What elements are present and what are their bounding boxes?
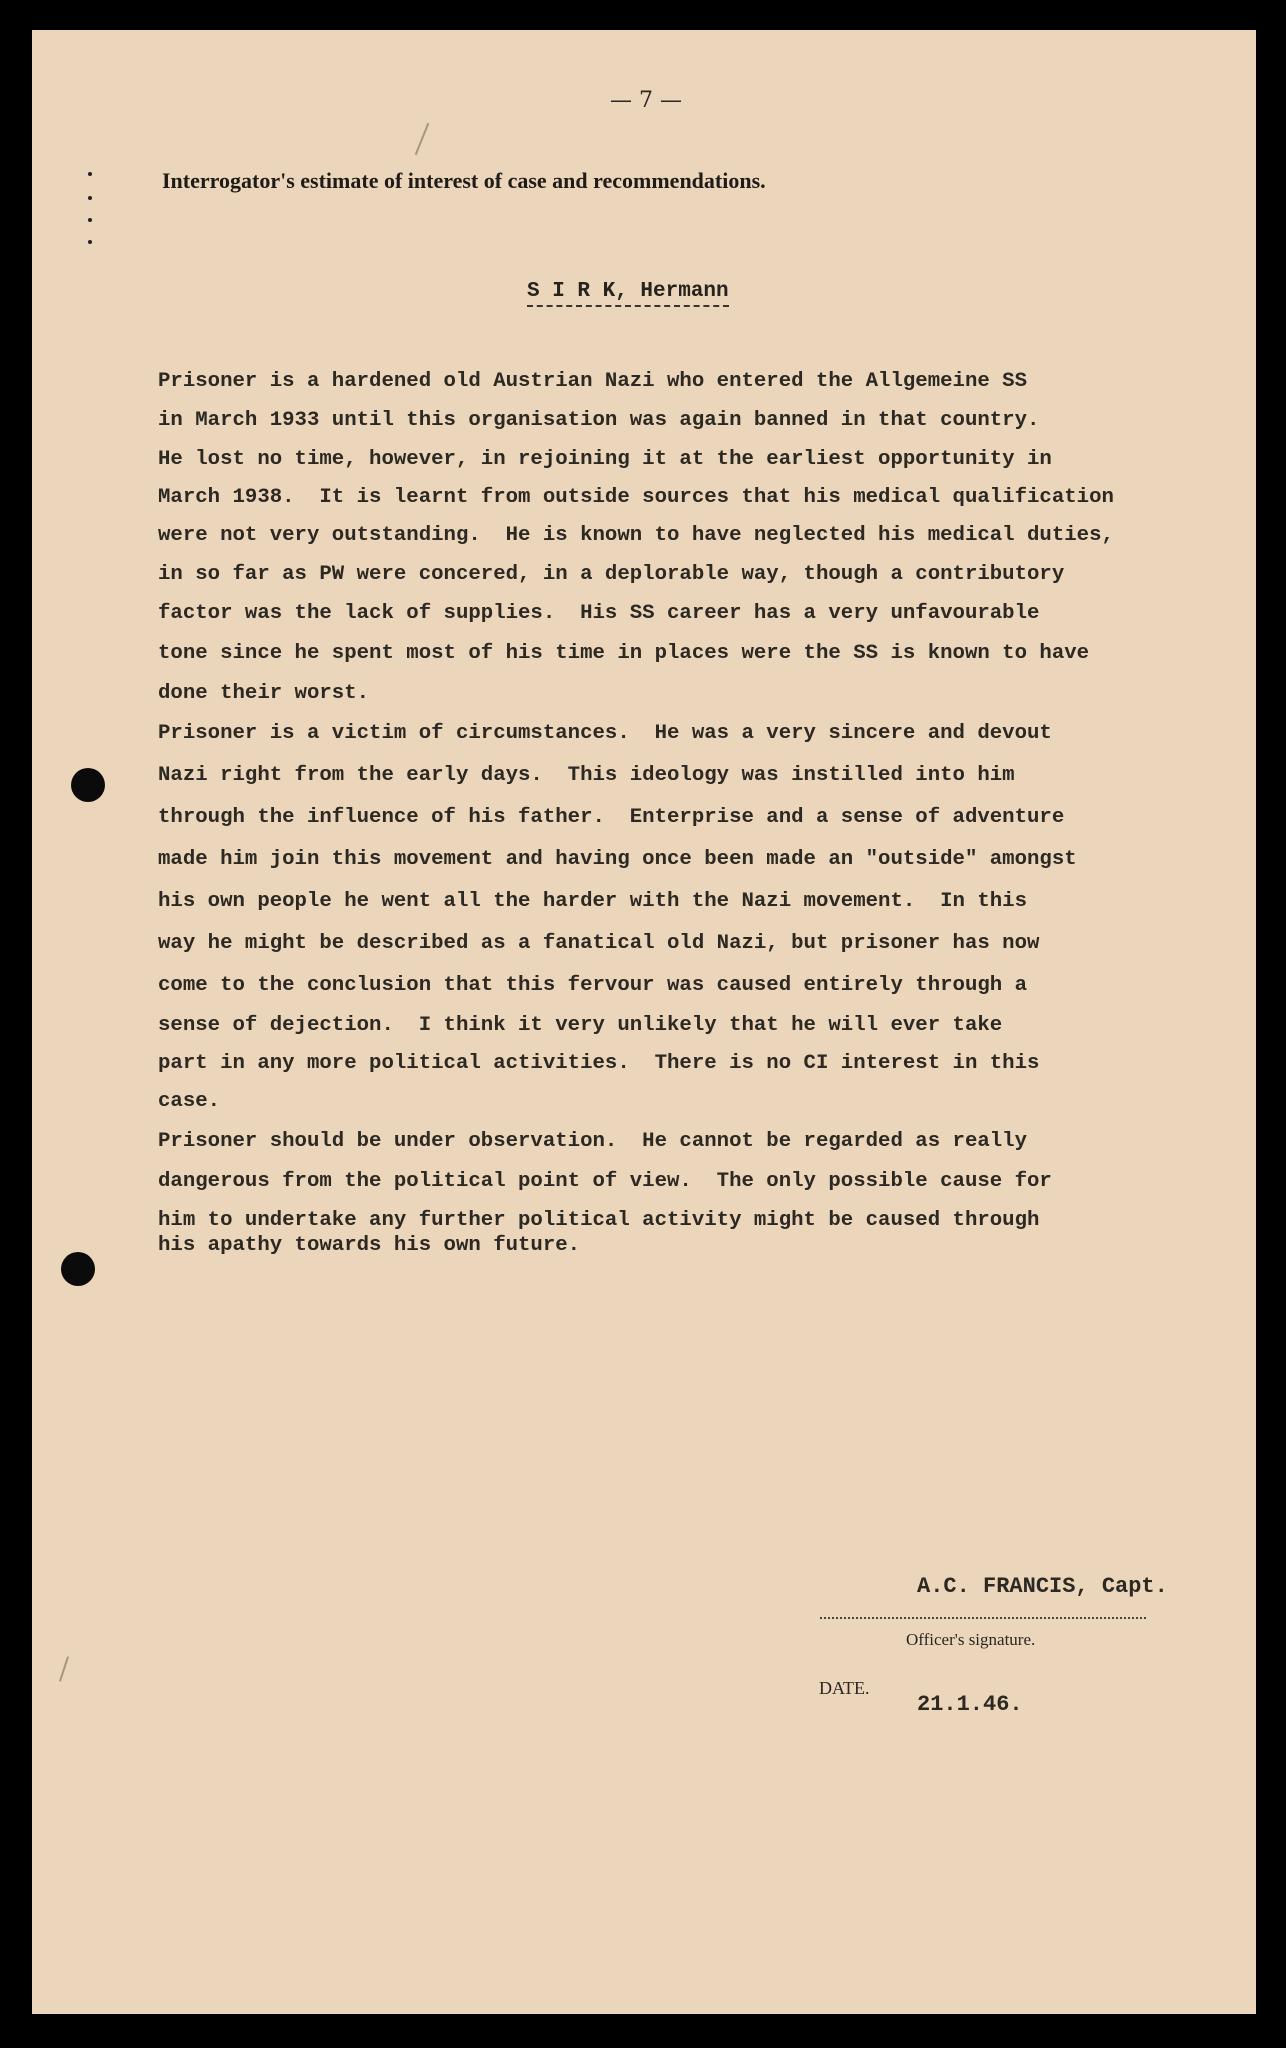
margin-dot: [88, 172, 92, 176]
officer-signature: A.C. FRANCIS, Capt.: [917, 1574, 1168, 1599]
section-heading: Interrogator's estimate of interest of case and recommendations.: [162, 168, 766, 193]
signature-line: [820, 1617, 1146, 1619]
body-line: through the influence of his father. Enterprise and a sense of adventure: [158, 806, 1065, 829]
date-label: DATE.: [819, 1678, 870, 1698]
body-line: were not very outstanding. He is known to have neglected his medical duties,: [158, 524, 1114, 547]
page-number: — 7 —: [610, 88, 682, 113]
body-line: done their worst.: [158, 682, 370, 705]
body-line: his own people he went all the harder with the Nazi movement. In this: [158, 890, 1028, 913]
body-line: tone since he spent most of his time in places were the SS is known to have: [158, 642, 1090, 665]
body-line: Prisoner is a hardened old Austrian Nazi who entered the Allgemeine SS: [158, 370, 1028, 393]
body-line: Nazi right from the early days. This ideology was instilled into him: [158, 764, 1015, 787]
body-line: factor was the lack of supplies. His SS career has a very unfavourable: [158, 602, 1040, 625]
body-line: him to undertake any further political activity might be caused through: [158, 1209, 1040, 1232]
body-line: Prisoner is a victim of circumstances. He was a very sincere and devout: [158, 722, 1052, 745]
subject-name: S I R K, Hermann: [527, 280, 729, 307]
body-line: made him join this movement and having once been made an "outside" amongst: [158, 848, 1077, 871]
body-line: March 1938. It is learnt from outside sources that his medical qualification: [158, 486, 1114, 509]
margin-dot: [88, 218, 92, 222]
body-line: part in any more political activities. There is no CI interest in this: [158, 1052, 1040, 1075]
body-line: in March 1933 until this organisation was again banned in that country.: [158, 409, 1040, 432]
body-line: sense of dejection. I think it very unlikely that he will ever take: [158, 1014, 1003, 1037]
punch-hole-upper: [71, 768, 105, 802]
margin-dot: [88, 196, 92, 200]
body-line: dangerous from the political point of view. The only possible cause for: [158, 1170, 1052, 1193]
body-line: He lost no time, however, in rejoining it at the earliest opportunity in: [158, 448, 1052, 471]
body-line: in so far as PW were concered, in a deplorable way, though a contributory: [158, 563, 1065, 586]
margin-dot: [88, 240, 92, 244]
body-line: way he might be described as a fanatical old Nazi, but prisoner has now: [158, 932, 1040, 955]
body-line: Prisoner should be under observation. He cannot be regarded as really: [158, 1130, 1028, 1153]
body-line: case.: [158, 1090, 221, 1113]
date-value: 21.1.46.: [917, 1692, 1023, 1717]
signature-caption: Officer's signature.: [906, 1630, 1036, 1649]
punch-hole-lower: [61, 1252, 95, 1286]
body-line: his apathy towards his own future.: [158, 1234, 581, 1257]
body-line: come to the conclusion that this fervour was caused entirely through a: [158, 974, 1028, 997]
